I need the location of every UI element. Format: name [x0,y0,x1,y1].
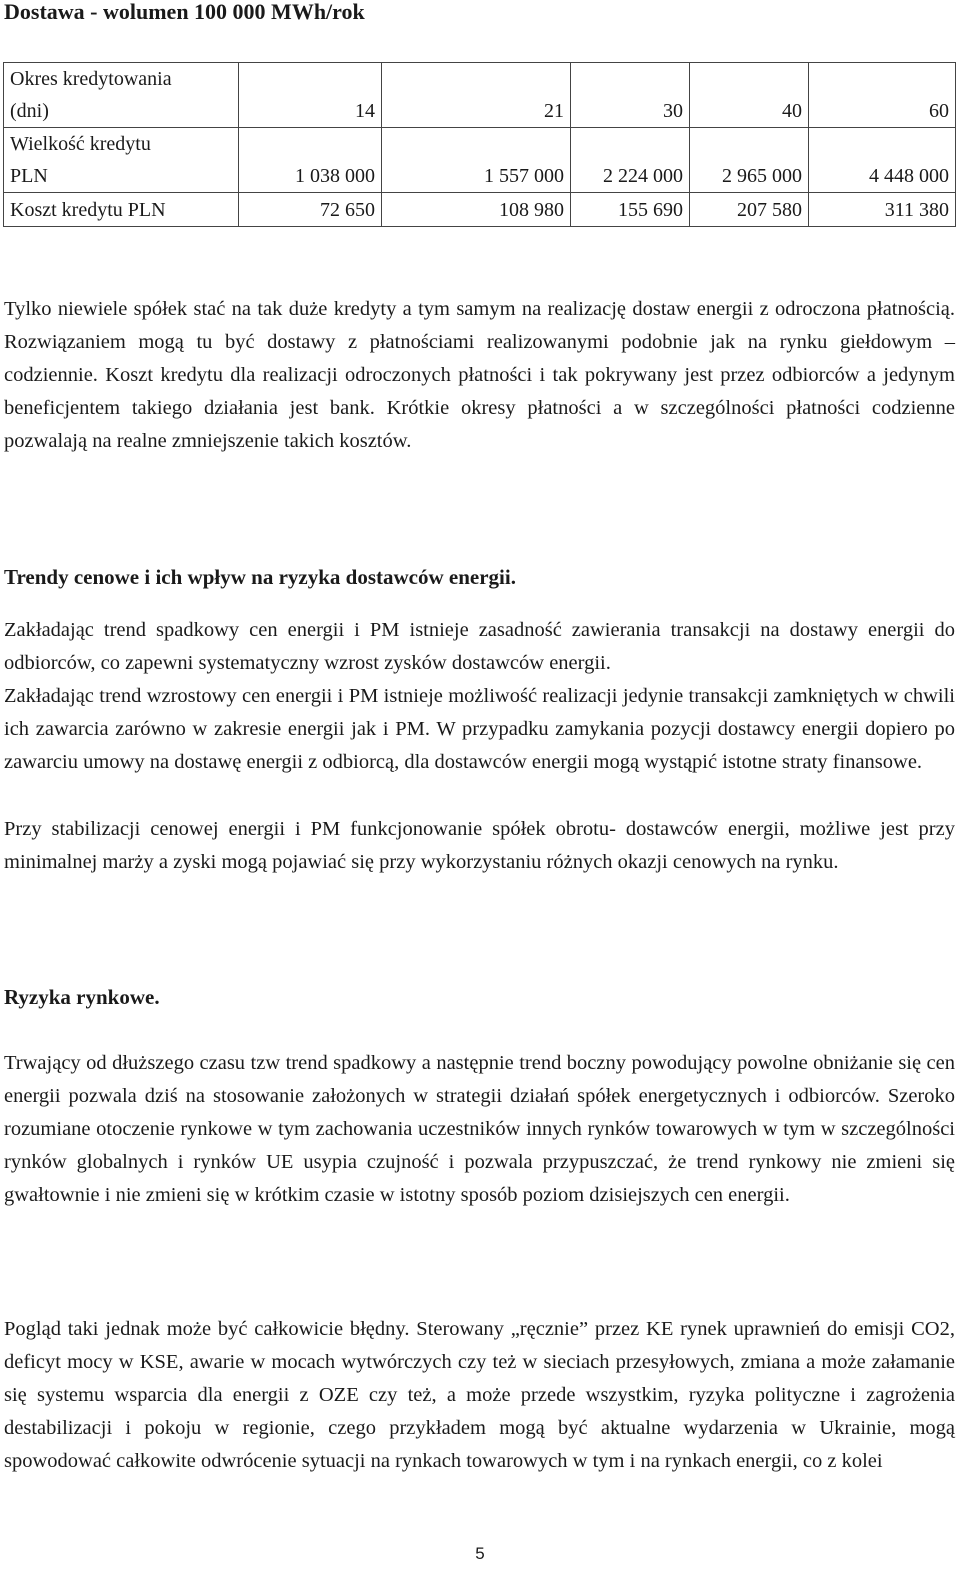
table-cell: 72 650 [239,193,382,227]
table-cell: 207 580 [690,193,809,227]
table-cell: 21 [382,63,571,128]
paragraph-credit-cost: Tylko niewiele spółek stać na tak duże kredyty a tym samym na realizację dostaw energii z odroczona płatnością. Rozwiązaniem mogą tu być dostawy z płatnościami realizowanymi podobnie jak na rynku giełdowym – codziennie. Koszt kredytu dla realizacji odroczonych płatności i tak pokrywany jest przez odbiorców a jedynym beneficjentem takiego działania jest bank. Krótkie okresy płatności a w szczególności płatności codzienne pozwalają na realne zmniejszenie takich kosztów. [4,298,955,452]
table-cell: 311 380 [809,193,956,227]
page-title: Dostawa - wolumen 100 000 MWh/rok [4,0,365,24]
table-cell: 108 980 [382,193,571,227]
table-cell: 40 [690,63,809,128]
table-cell: 2 965 000 [690,128,809,193]
table-cell: 155 690 [571,193,690,227]
paragraph-market-trend: Trwający od dłuższego czasu tzw trend spadkowy a następnie trend boczny powodujący powolne obniżanie się cen energii pozwala dziś na stosowanie założonych w strategii działań spółek energetycznych i odbiorców. Szeroko rozumiane otoczenie rynkowe w tym zachowania uczestników innych rynków towarowych w tym w szczególności rynków globalnych i rynków UE usypia czujność i pozwala przypuszczać, że trend rynkowy nie zmieni się gwałtownie i nie zmieni się w krótkim czasie w istotny sposób poziom dzisiejszych cen energii. [4,1052,955,1206]
table-cell: 1 038 000 [239,128,382,193]
row-label: Wielkość kredytu PLN [4,128,239,193]
page-number: 5 [475,1544,485,1563]
paragraph-opinion: Pogląd taki jednak może być całkowicie błędny. Sterowany „ręcznie” przez KE rynek uprawnień do emisji CO2, deficyt mocy w KSE, awarie w mocach wytwórczych czy też w sieciach przesyłowych, zmiana a może załamanie się systemu wsparcia dla energii z OZE czy też, a może przede wszystkim, ryzyka polityczne i zagrożenia destabilizacji i pokoju w regionie, czego przykładem mogą być aktualne wydarzenia w Ukrainie, mogą spowodować całkowite odwrócenie sytuacji na rynkach towarowych w tym i na rynkach energii, co z kolei [4,1318,955,1472]
row-label: Okres kredytowania (dni) [4,63,239,128]
table-cell: 1 557 000 [382,128,571,193]
row-label: Koszt kredytu PLN [4,193,239,227]
table-cell: 14 [239,63,382,128]
table-row [4,63,956,128]
heading-market-risks: Ryzyka rynkowe. [4,985,160,1009]
paragraph-stabilization: Przy stabilizacji cenowej energii i PM funkcjonowanie spółek obrotu- dostawców energii, możliwe jest przy minimalnej marży a zyski mogą pojawiać się przy wykorzystaniu różnych okazji cenowych na rynku. [4,818,955,873]
paragraph-downtrend: Zakładając trend spadkowy cen energii i PM istnieje zasadność zawierania transakcji na dostawy energii do odbiorców, co zapewni systematyczny wzrost zysków dostawców energii. [4,619,955,674]
paragraph-uptrend: Zakładając trend wzrostowy cen energii i PM istnieje możliwość realizacji jedynie transakcji zamkniętych w chwili ich zawarcia zarówno w zakresie energii jak i PM. W przypadku zamykania pozycji dostawcy energii dopiero po zawarciu umowy na dostawę energii z odbiorcą, dla dostawców energii mogą wystąpić istotne straty finansowe. [4,685,955,773]
heading-price-trends: Trendy cenowe i ich wpływ na ryzyka dostawców energii. [4,565,516,589]
table-cell: 30 [571,63,690,128]
table-cell: 4 448 000 [809,128,956,193]
table-cell: 60 [809,63,956,128]
table-row [4,128,956,193]
table-cell: 2 224 000 [571,128,690,193]
credit-table [3,62,956,227]
table-row [4,193,956,227]
